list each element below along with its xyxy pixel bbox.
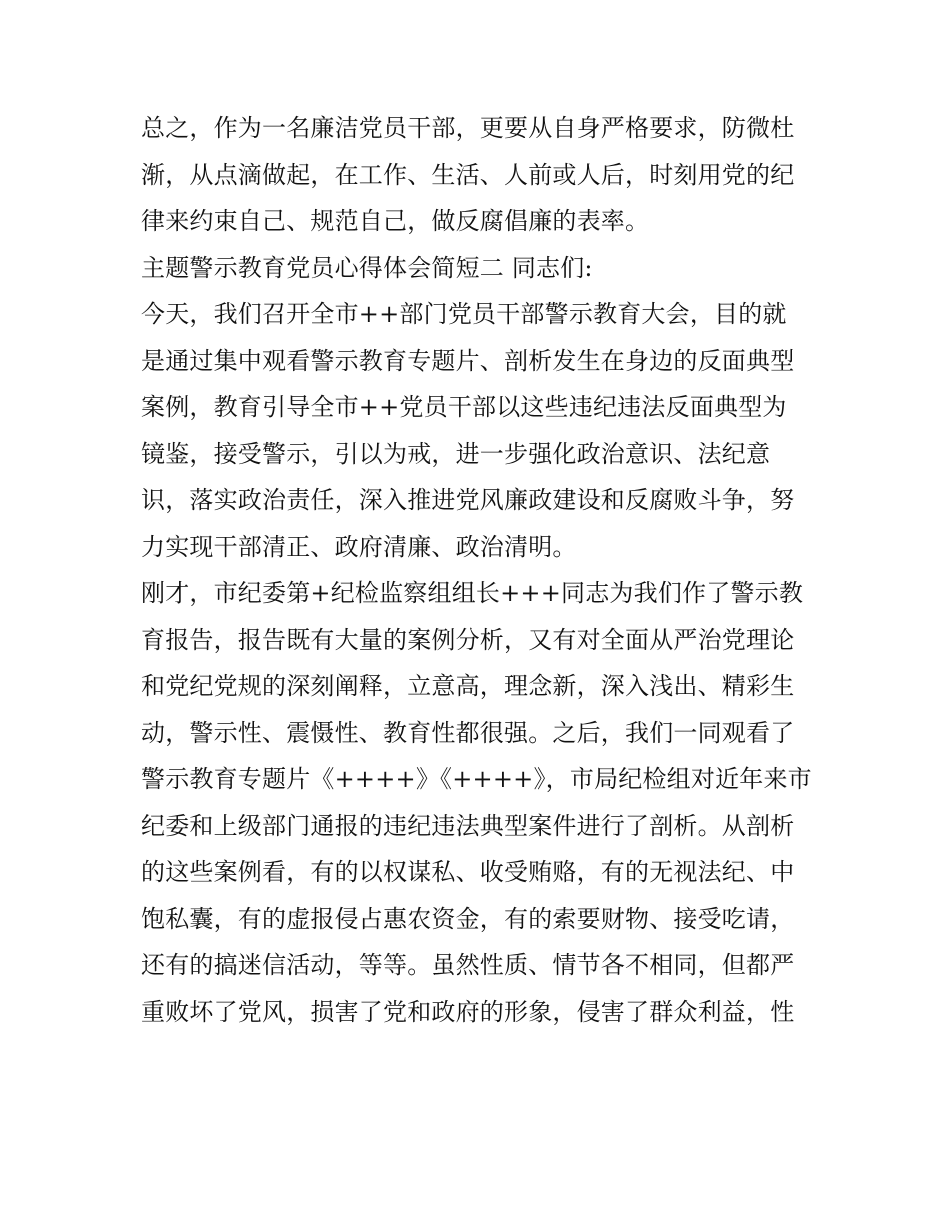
text-line: 是通过集中观看警示教育专题片、剖析发生在身边的反面典型 xyxy=(141,346,795,375)
text-line: 律来约束自己、规范自己，做反腐倡廉的表率。 xyxy=(141,207,650,235)
text-line: 刚才，市纪委第+纪检监察组组长+++同志为我们作了警示教 xyxy=(141,579,804,607)
text-line: 渐，从点滴做起，在工作、生活、人前或人后，时刻用党的纪 xyxy=(141,160,795,189)
text-line: 力实现干部清正、政府清廉、政治清明。 xyxy=(141,532,577,561)
text-line: 和党纪党规的深刻阐释，立意高，理念新，深入浅出、精彩生 xyxy=(141,672,795,700)
section-heading: 主题警示教育党员心得体会简短二 同志们: xyxy=(141,253,593,282)
text-line: 识，落实政治责任，深入推进党风廉政建设和反腐败斗争，努 xyxy=(141,486,795,514)
document-body xyxy=(141,105,821,1035)
text-line: 总之，作为一名廉洁党员干部，更要从自身严格要求，防微杜 xyxy=(141,114,795,142)
text-line: 案例，教育引导全市++党员干部以这些违纪违法反面典型为 xyxy=(141,393,787,421)
text-line: 今天，我们召开全市++部门党员干部警示教育大会，目的就 xyxy=(141,300,787,328)
text-line: 还有的搞迷信活动，等等。虽然性质、情节各不相同，但都严 xyxy=(141,951,795,979)
text-line: 动，警示性、震慑性、教育性都很强。之后，我们一同观看了 xyxy=(141,718,795,747)
text-line: 纪委和上级部门通报的违纪违法典型案件进行了剖析。从剖析 xyxy=(141,811,795,840)
text-line: 镜鉴，接受警示，引以为戒，进一步强化政治意识、法纪意 xyxy=(141,439,771,468)
text-line: 饱私囊，有的虚报侵占惠农资金，有的索要财物、接受吃请， xyxy=(141,904,795,933)
text-line: 的这些案例看，有的以权谋私、收受贿赂，有的无视法纪、中 xyxy=(141,858,795,886)
text-line: 重败坏了党风，损害了党和政府的形象，侵害了群众利益，性 xyxy=(141,997,795,1026)
text-line: 警示教育专题片《++++》《++++》，市局纪检组对近年来市 xyxy=(141,765,812,793)
text-line: 育报告，报告既有大量的案例分析，又有对全面从严治党理论 xyxy=(141,625,795,654)
